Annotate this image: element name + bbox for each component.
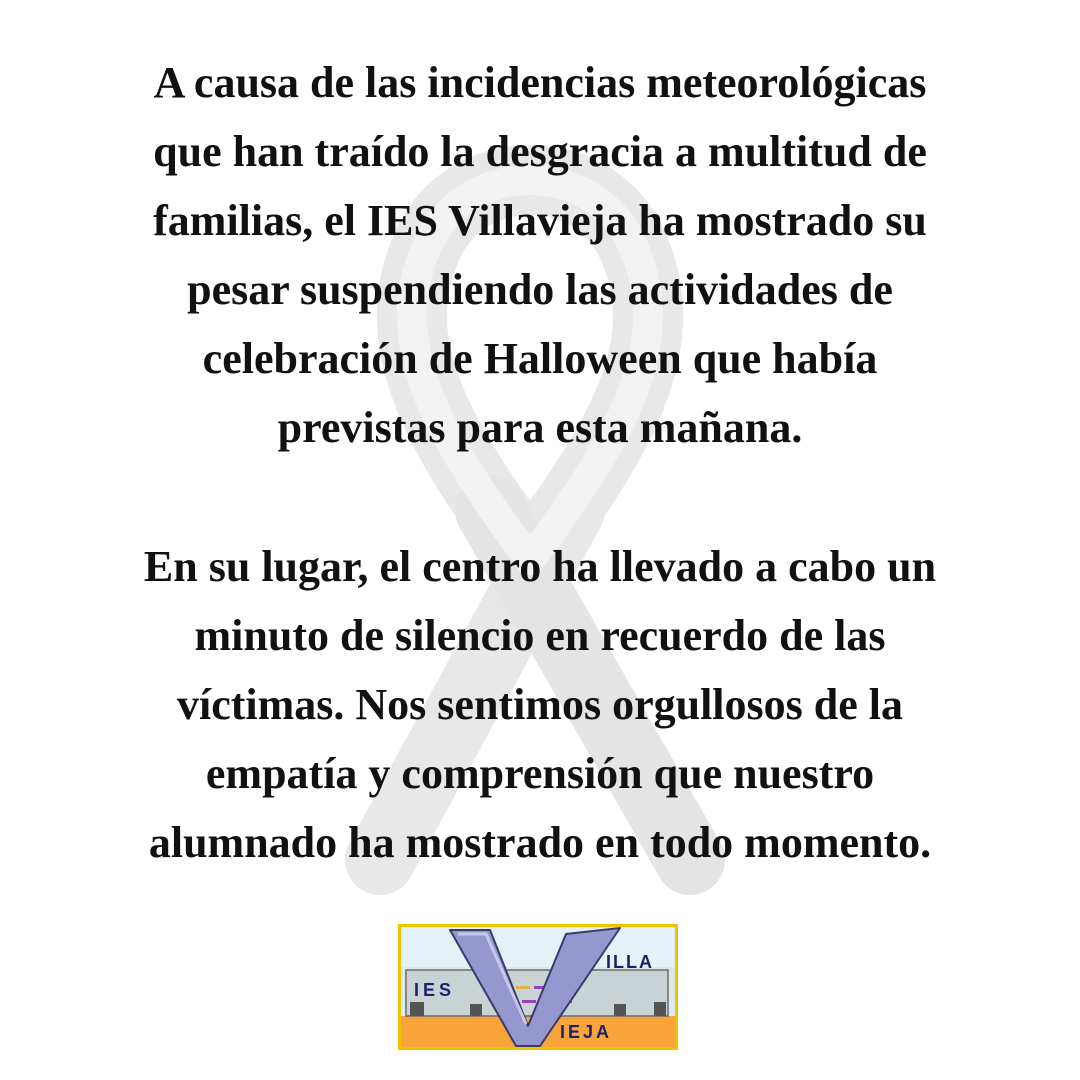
text-line: víctimas. Nos sentimos orgullosos de la xyxy=(177,680,903,729)
text-line: que han traído la desgracia a multitud de xyxy=(153,127,927,176)
logo-text-ies: IES xyxy=(414,980,456,1000)
text-line: previstas para esta mañana. xyxy=(277,403,803,452)
paragraph-minute-of-silence xyxy=(90,532,990,877)
text-line: En su lugar, el centro ha llevado a cabo un xyxy=(143,542,937,591)
text-line: alumnado ha mostrado en todo momento. xyxy=(148,818,932,867)
text-line: familias, el IES Villavieja ha mostrado su xyxy=(153,196,927,245)
text-line: celebración de Halloween que había xyxy=(202,334,878,383)
ies-villavieja-logo xyxy=(398,924,678,1050)
paragraph-suspension xyxy=(90,48,990,462)
text-line: pesar suspendiendo las actividades de xyxy=(187,265,893,314)
logo-text-vieja: IEJA xyxy=(560,1022,613,1042)
text-line: minuto de silencio en recuerdo de las xyxy=(194,611,886,660)
logo-text-villa: ILLA xyxy=(606,952,654,972)
text-line: empatía y comprensión que nuestro xyxy=(205,749,875,798)
text-line: A causa de las incidencias meteorológicas xyxy=(153,58,927,107)
